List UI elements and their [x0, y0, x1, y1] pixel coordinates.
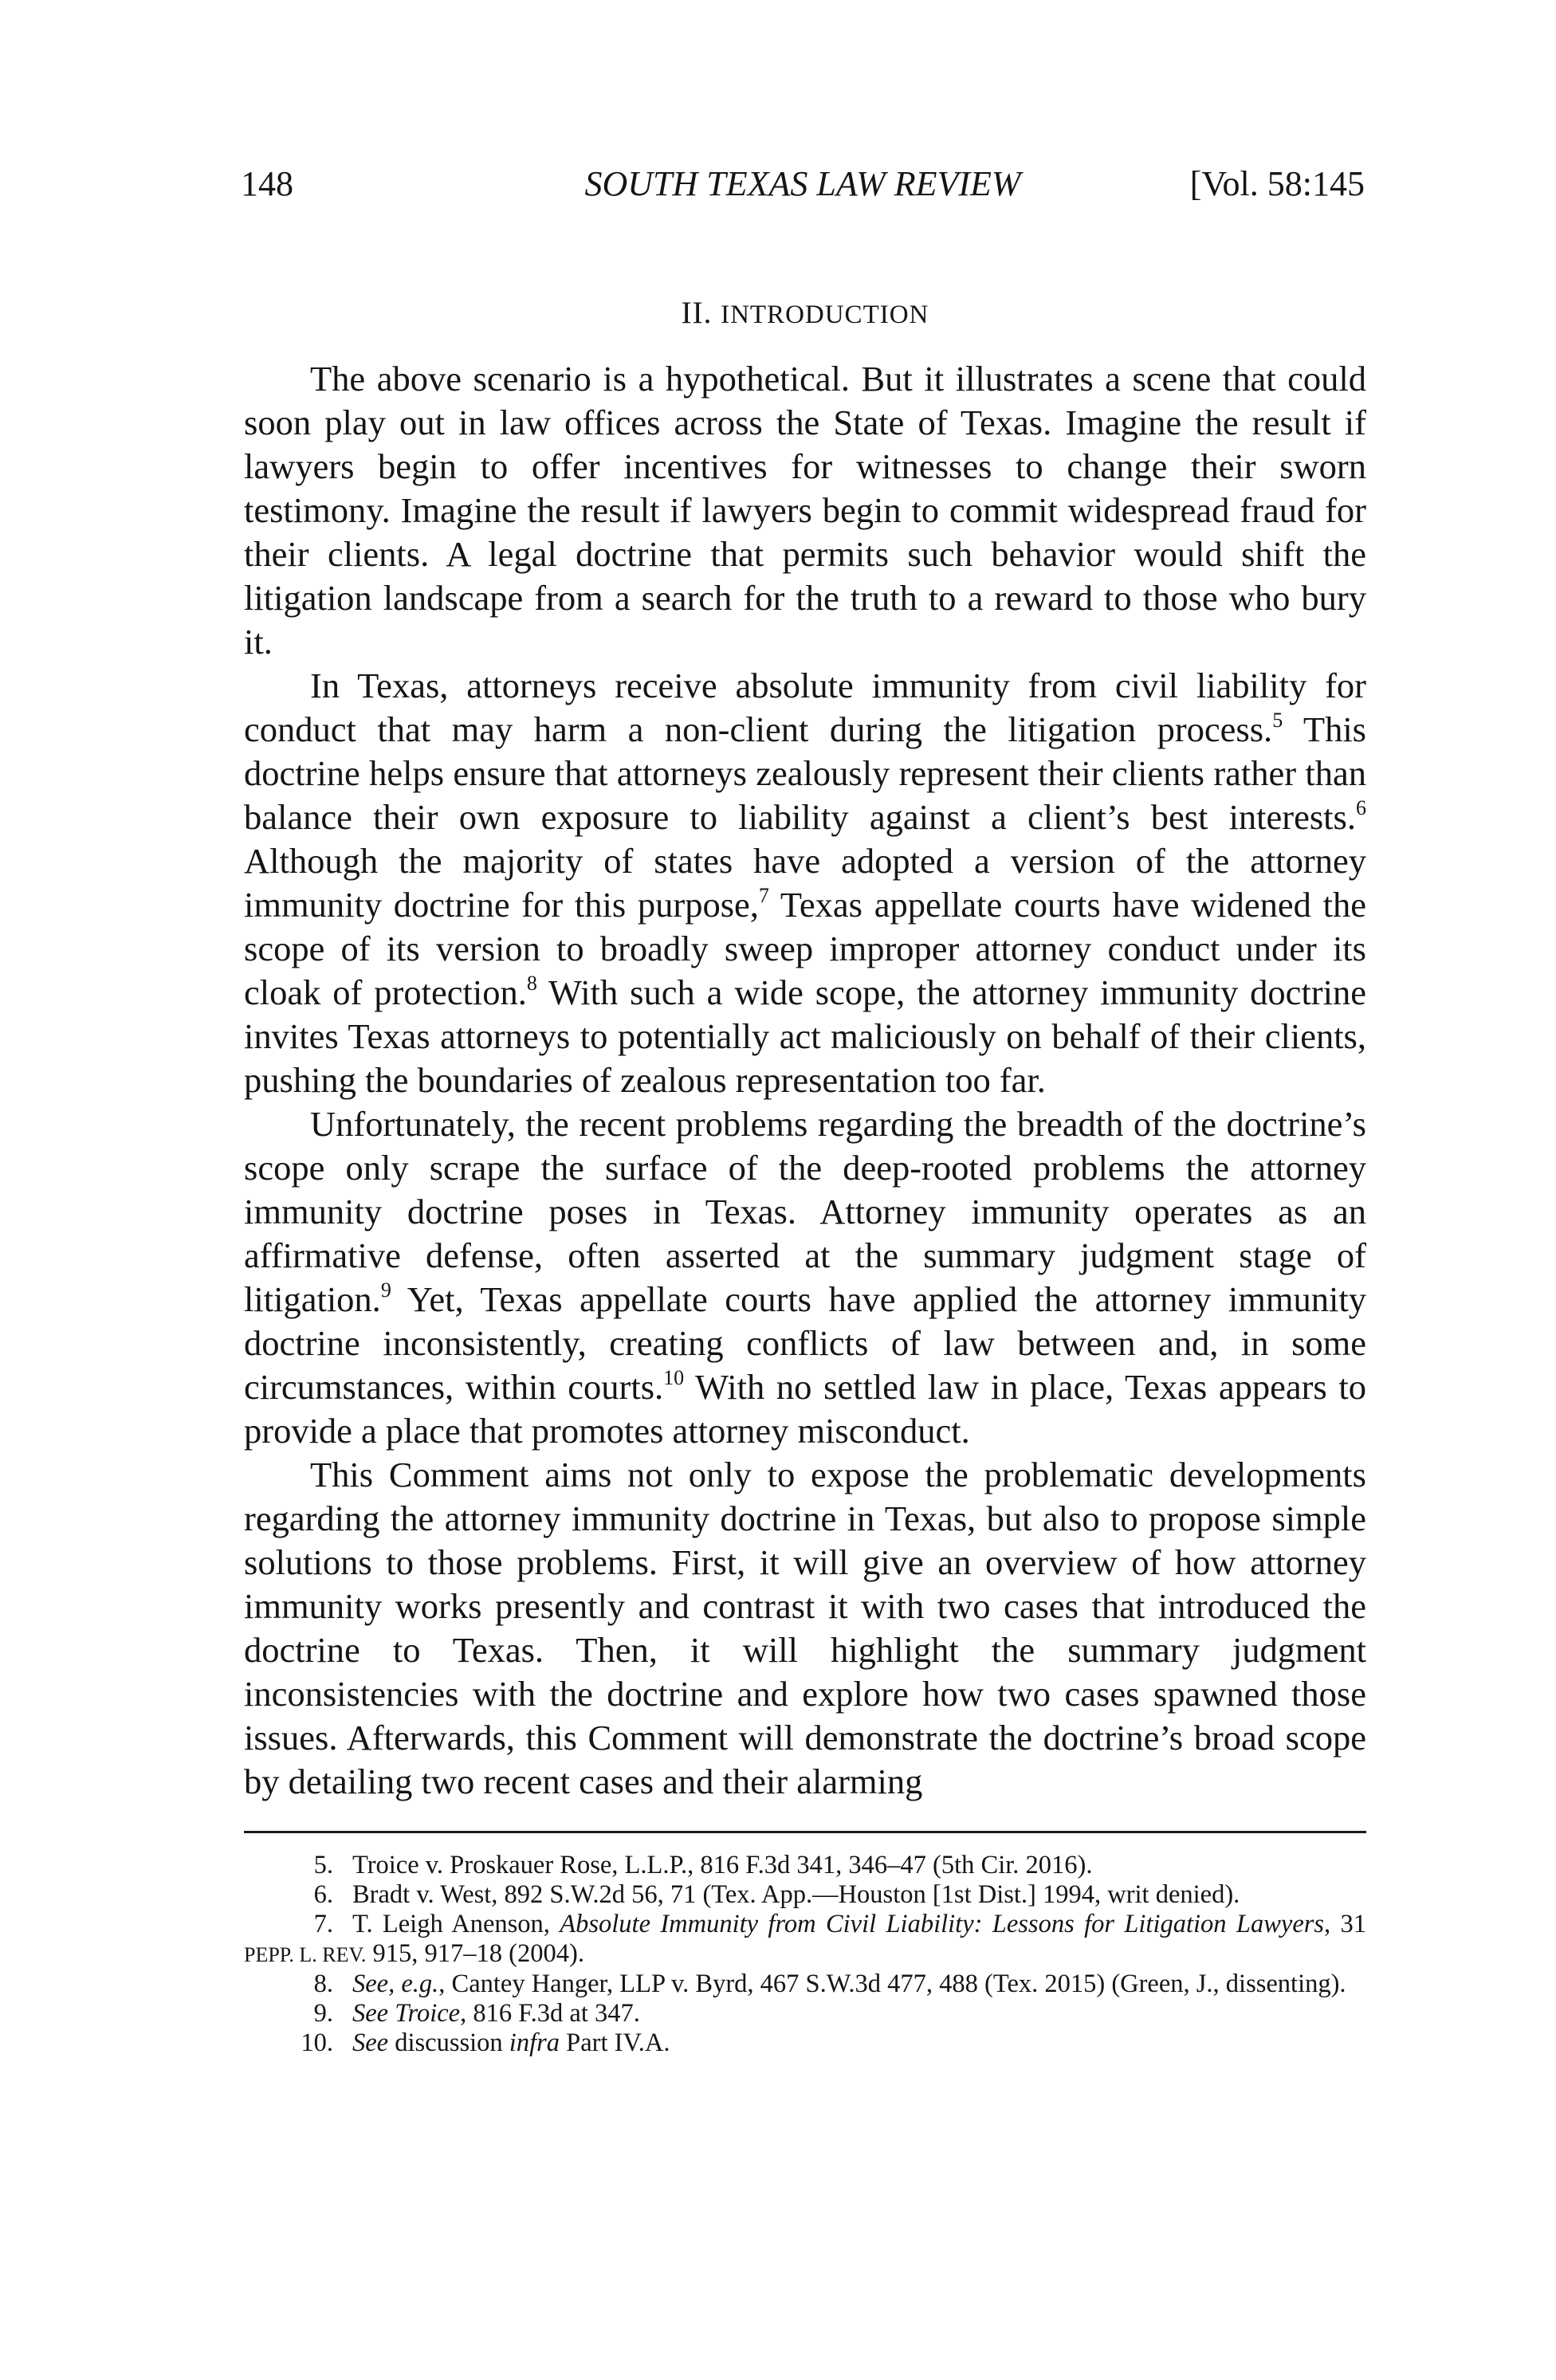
paragraph [244, 1102, 1366, 1453]
footnote-italic-text: See, e.g. [352, 1970, 439, 1998]
journal-title: SOUTH TEXAS LAW REVIEW [584, 164, 1021, 203]
footnote [244, 1999, 1366, 2028]
footnote-divider [244, 1831, 1366, 1833]
running-header [241, 163, 1365, 211]
footnote-number: 9. [313, 1999, 333, 2028]
paragraph-text: The above scenario is a hypothetical. But it illustrates a scene that could soon play out in law offices across the State of Texas. Imagine the result if lawyers begin to offer incentives for witnesses to change their sworn testimony. Imagine the result if lawyers begin to commit widespread fraud for their clients. A legal doctrine that permits such behavior would shift the litigation landscape from a search for the truth to a reward to those who bury it. [244, 359, 1366, 662]
footnote-italic-text: See [352, 2028, 389, 2057]
paragraph [244, 1453, 1366, 1804]
footnote-text: Troice v. Proskauer Rose, L.L.P., 816 F.3d 341, 346–47 (5th Cir. 2016). [352, 1851, 1093, 1879]
footnote-italic-text: Absolute Immunity from Civil Liability: Lessons for Litigation Lawyers [560, 1910, 1325, 1938]
footnote-text: , Cantey Hanger, LLP v. Byrd, 467 S.W.3d 477, 488 (Tex. 2015) (Green, J., dissenting). [438, 1970, 1346, 1998]
footnote-number: 7. [313, 1910, 333, 1938]
paragraph-text: Unfortunately, the recent problems regarding the breadth of the doctrine’s scope only scrape the surface of the deep-rooted problems the attorney immunity doctrine poses in Texas. Attorney immunity operates as an affirmative defense, often asserted at the summary judgment stage of litigation. [244, 1104, 1366, 1319]
footnote-ref[interactable]: 7 [758, 884, 769, 907]
section-number: II. [681, 296, 713, 330]
footnote-text: , 816 F.3d at 347. [460, 1999, 640, 2028]
footnote-smallcaps-text: PEPP. L. REV. [244, 1943, 367, 1966]
footnote-text: discussion [388, 2028, 509, 2057]
footnote-italic-text: See Troice [352, 1999, 461, 2028]
volume-citation: [Vol. 58:145 [1189, 164, 1365, 203]
page-number: 148 [241, 164, 293, 203]
footnote-ref[interactable]: 10 [663, 1366, 685, 1389]
footnote [244, 1851, 1366, 1880]
paragraph [244, 357, 1366, 664]
footnote-ref[interactable]: 6 [1356, 796, 1366, 819]
footnote-italic-text: infra [509, 2028, 560, 2057]
footnote-number: 6. [313, 1880, 333, 1909]
paragraph-text: In Texas, attorneys receive absolute immunity from civil liability for conduct that may harm a non-client during the litigation process. [244, 666, 1366, 749]
footnotes [244, 1851, 1366, 2058]
footnote-text: T. Leigh Anenson, [352, 1910, 560, 1938]
paragraph-text: Although the majority of states have adopted a version of the attorney immunity doctrine for this purpose, [244, 841, 1366, 925]
footnote [244, 2028, 1366, 2058]
footnote-text: Part IV.A. [560, 2028, 670, 2057]
footnote-text: 915, 917–18 (2004). [366, 1939, 584, 1968]
paragraph [244, 664, 1366, 1102]
section-title: INTRODUCTION [721, 300, 929, 329]
section-heading [244, 295, 1366, 331]
paragraph-text: This Comment aims not only to expose the problematic developments regarding the attorney immunity doctrine in Texas, but also to propose simple solutions to those problems. First, it will give an overview of how attorney immunity works presently and contrast it with two cases that introduced the doctrine to Texas. Then, it will highlight the summary judgment inconsistencies with the doctrine and explore how two cases spawned those issues. Afterwards, this Comment will demonstrate the doctrine’s broad scope by detailing two recent cases and their alarming [244, 1455, 1366, 1801]
footnote [244, 1910, 1366, 1970]
footnote-ref[interactable]: 8 [526, 972, 537, 995]
footnote [244, 1880, 1366, 1910]
footnote-number: 5. [313, 1851, 333, 1879]
paragraph-text: With no settled law in place, Texas appears to provide a place that promotes attorney misconduct. [244, 1367, 1366, 1451]
footnote [244, 1970, 1366, 1999]
footnote-text: Bradt v. West, 892 S.W.2d 56, 71 (Tex. App.—Houston [1st Dist.] 1994, writ denied). [352, 1880, 1240, 1909]
footnote-number: 8. [313, 1970, 333, 1998]
paragraph-text: Texas appellate courts have widened the scope of its version to broadly sweep improper attorney conduct under its cloak of protection. [244, 885, 1367, 1012]
footnote-text: , 31 [1324, 1910, 1367, 1938]
paragraph-text: This doctrine helps ensure that attorneys zealously represent their clients rather than balance their own exposure to liability against a client’s best interests. [244, 709, 1367, 837]
footnote-ref[interactable]: 5 [1272, 709, 1283, 732]
body-text [244, 357, 1366, 1804]
paragraph-text: Yet, Texas appellate courts have applied the attorney immunity doctrine inconsistently, creating conflicts of law between and, in some circumstances, within courts. [244, 1279, 1366, 1407]
footnote-ref[interactable]: 9 [380, 1278, 391, 1302]
paragraph-text: With such a wide scope, the attorney immunity doctrine invites Texas attorneys to potentially act maliciously on behalf of their clients, pushing the boundaries of zealous representation too far. [244, 972, 1366, 1100]
footnote-number: 10. [301, 2028, 333, 2057]
